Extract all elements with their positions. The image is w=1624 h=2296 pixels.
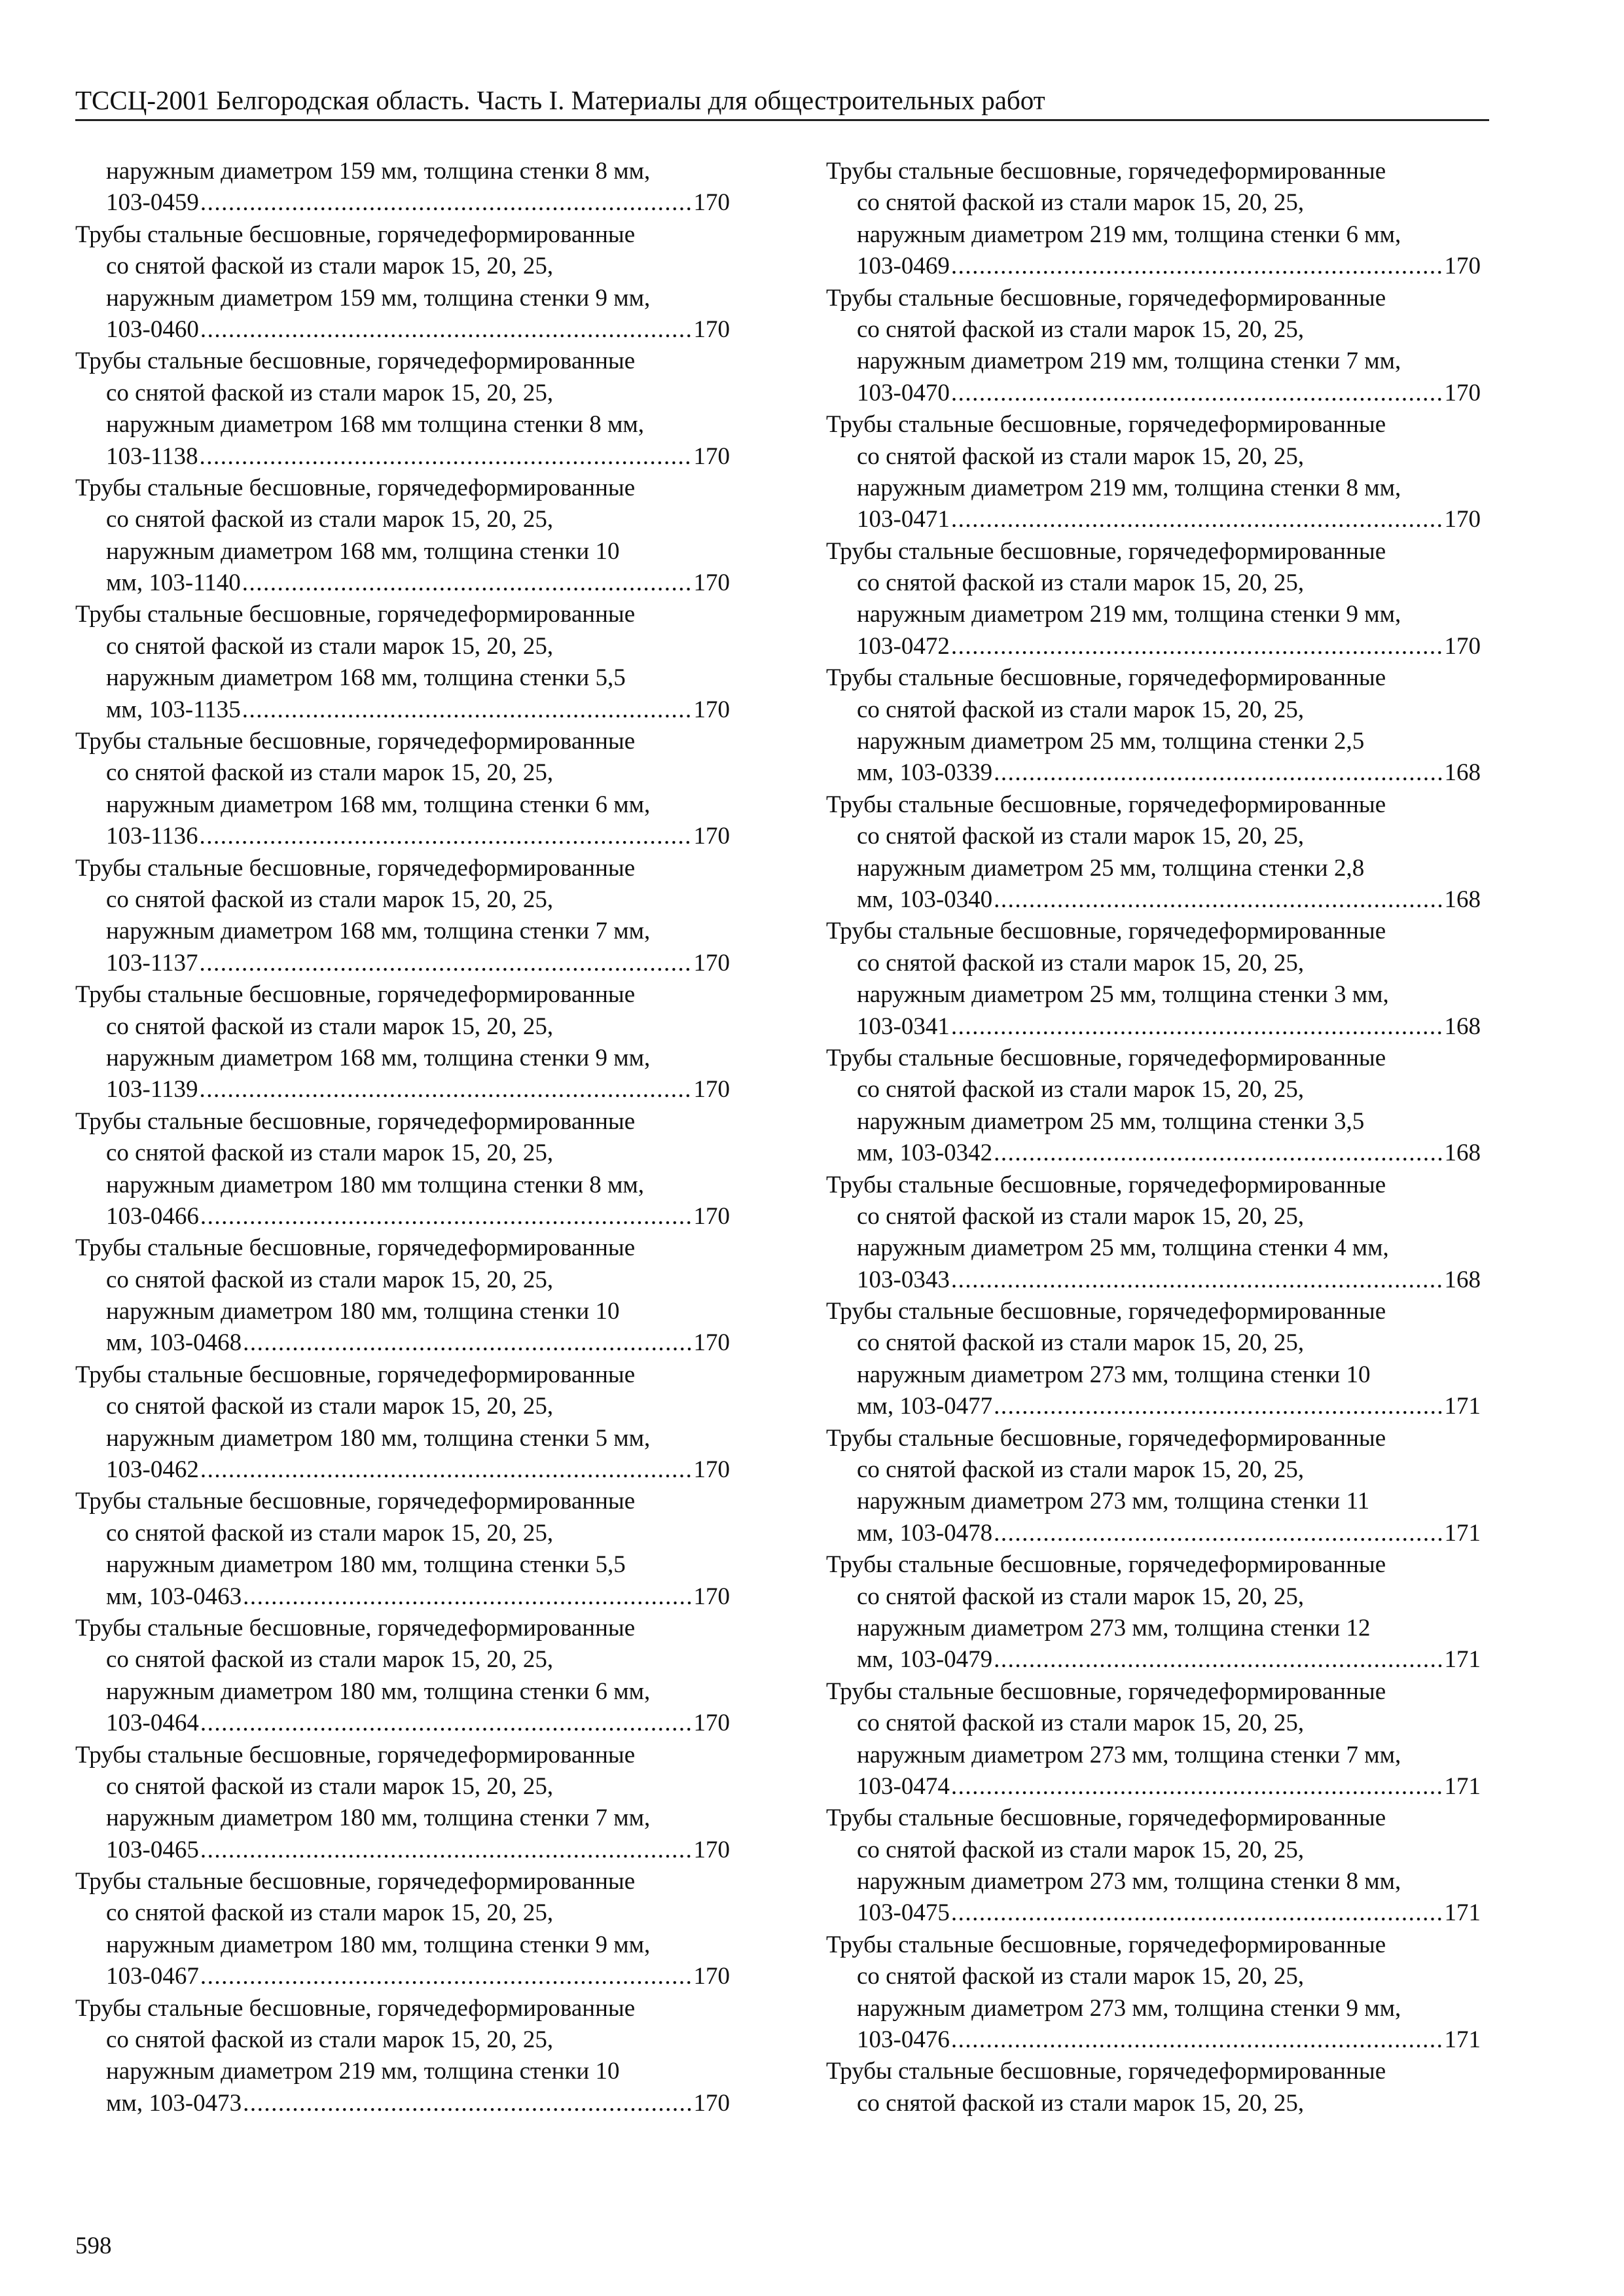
entry-code: 103-0466	[106, 1202, 199, 1230]
index-entry	[826, 1043, 1481, 1170]
entry-code: 103-0471	[857, 506, 950, 533]
entry-text-line: со снятой фаской из стали марок 15, 20, 25,	[857, 1836, 1305, 1863]
entry-text-line: со снятой фаской из стали марок 15, 20, 25,	[857, 1076, 1305, 1103]
entry-text-line: со снятой фаской из стали марок 15, 20, 25,	[106, 253, 554, 280]
entry-page-ref: 170	[693, 569, 730, 597]
entry-page-ref: 170	[693, 442, 730, 470]
entry-reference-line	[826, 1771, 1481, 1803]
entry-text-line: наружным диаметром 219 мм, толщина стенки 10	[106, 2058, 620, 2085]
entry-text-line: наружным диаметром 168 мм толщина стенки 8 мм,	[106, 411, 645, 439]
dot-leader	[951, 631, 1443, 662]
dot-leader	[951, 2024, 1443, 2056]
entry-text-line: Трубы стальные бесшовные, горячедеформированные	[826, 664, 1386, 692]
entry-page-ref: 170	[1444, 506, 1481, 533]
dot-leader	[199, 441, 692, 473]
index-entry	[826, 156, 1481, 283]
index-entry	[826, 1423, 1481, 1550]
entry-text-line: со снятой фаской из стали марок 15, 20, 25,	[857, 1329, 1305, 1357]
dot-leader	[243, 1327, 692, 1359]
dot-leader	[994, 1518, 1443, 1549]
entry-reference-line	[826, 1391, 1481, 1422]
index-column-left	[75, 156, 730, 2119]
entry-text-line: со снятой фаской из стали марок 15, 20, 25,	[857, 1710, 1305, 1737]
entry-page-ref: 170	[1444, 632, 1481, 660]
index-entry	[826, 409, 1481, 536]
entry-code: 103-0474	[857, 1772, 950, 1800]
entry-reference-line	[75, 567, 730, 599]
entry-text-line: Трубы стальные бесшовные, горячедеформированные	[826, 158, 1386, 185]
index-entry	[75, 473, 730, 600]
entry-text-line: со снятой фаской из стали марок 15, 20, 25,	[106, 632, 554, 660]
index-entry	[75, 726, 730, 853]
entry-text-line: наружным диаметром 219 мм, толщина стенки 6 мм,	[857, 221, 1401, 248]
entry-text-line: наружным диаметром 273 мм, толщина стенки 11	[857, 1488, 1370, 1515]
entry-page-ref: 170	[693, 1710, 730, 1737]
dot-leader	[951, 1265, 1443, 1296]
entry-text-line: со снятой фаской из стали марок 15, 20, 25,	[857, 315, 1305, 343]
index-entry	[826, 662, 1481, 789]
entry-text-line: Трубы стальные бесшовные, горячедеформированные	[75, 1614, 636, 1641]
entry-reference-line	[75, 1201, 730, 1232]
entry-text-line: со снятой фаской из стали марок 15, 20, 25,	[106, 1393, 554, 1420]
entry-reference-line	[75, 1835, 730, 1866]
index-entry	[826, 916, 1481, 1043]
dot-leader	[243, 1581, 692, 1613]
entry-text-line: Трубы стальные бесшовные, горячедеформированные	[826, 1044, 1386, 1071]
index-entry	[75, 1613, 730, 1740]
index-entry	[826, 1170, 1481, 1297]
dot-leader	[951, 1897, 1443, 1929]
entry-text-line: Трубы стальные бесшовные, горячедеформированные	[826, 918, 1386, 945]
dot-leader	[200, 1835, 693, 1866]
index-entry	[75, 599, 730, 726]
entry-page-ref: 168	[1444, 759, 1481, 787]
dot-leader	[951, 1771, 1443, 1803]
entry-text-line: со снятой фаской из стали марок 15, 20, 25,	[857, 949, 1305, 977]
entry-code: мм, 103-1135	[106, 696, 241, 723]
dot-leader	[994, 1138, 1443, 1169]
entry-page-ref: 170	[693, 823, 730, 850]
entry-code: 103-0462	[106, 1456, 199, 1484]
entry-text-line: со снятой фаской из стали марок 15, 20, 25,	[106, 379, 554, 406]
entry-text-line: Трубы стальные бесшовные, горячедеформированные	[826, 1551, 1386, 1579]
entry-text-line: наружным диаметром 25 мм, толщина стенки 2,8	[857, 854, 1365, 882]
entry-reference-line	[75, 821, 730, 852]
entry-page-ref: 171	[1444, 1646, 1481, 1674]
entry-code: мм, 103-0340	[857, 886, 993, 913]
entry-code: 103-0343	[857, 1266, 950, 1293]
entry-code: мм, 103-0473	[106, 2089, 242, 2117]
entry-reference-line	[75, 1961, 730, 1992]
entry-text-line: со снятой фаской из стали марок 15, 20, 25,	[857, 189, 1305, 217]
entry-text-line: Трубы стальные бесшовные, горячедеформированные	[826, 537, 1386, 565]
entry-code: мм, 103-0339	[857, 759, 993, 787]
entry-text-line: Трубы стальные бесшовные, горячедеформированные	[826, 1298, 1386, 1325]
entry-code: мм, 103-1140	[106, 569, 241, 597]
entry-text-line: наружным диаметром 168 мм, толщина стенки 9 мм,	[106, 1044, 651, 1071]
entry-text-line: Трубы стальные бесшовные, горячедеформированные	[75, 1994, 636, 2022]
entry-text-line: наружным диаметром 219 мм, толщина стенки 9 мм,	[857, 601, 1401, 628]
entry-reference-line	[826, 1518, 1481, 1549]
dot-leader	[994, 1644, 1443, 1676]
entry-page-ref: 170	[693, 949, 730, 977]
page-number: 598	[75, 2233, 112, 2259]
dot-leader	[951, 1011, 1443, 1043]
entry-text-line: Трубы стальные бесшовные, горячедеформированные	[75, 1741, 636, 1768]
entry-reference-line	[826, 378, 1481, 409]
entry-code: 103-1139	[106, 1076, 198, 1103]
entry-text-line: Трубы стальные бесшовные, горячедеформированные	[826, 1677, 1386, 1705]
dot-leader	[951, 378, 1443, 409]
entry-text-line: со снятой фаской из стали марок 15, 20, 25,	[857, 1202, 1305, 1230]
entry-page-ref: 170	[693, 1329, 730, 1357]
entry-text-line: со снятой фаской из стали марок 15, 20, 25,	[857, 696, 1305, 723]
entry-code: 103-0469	[857, 253, 950, 280]
entry-text-line: Трубы стальные бесшовные, горячедеформированные	[826, 284, 1386, 312]
entry-page-ref: 170	[693, 315, 730, 343]
entry-page-ref: 170	[1444, 379, 1481, 406]
entry-text-line: наружным диаметром 273 мм, толщина стенки 10	[857, 1361, 1371, 1388]
entry-text-line: со снятой фаской из стали марок 15, 20, 25,	[106, 506, 554, 533]
entry-text-line: Трубы стальные бесшовные, горячедеформированные	[826, 1171, 1386, 1198]
entry-text-line: Трубы стальные бесшовные, горячедеформированные	[75, 474, 636, 501]
entry-text-line: наружным диаметром 25 мм, толщина стенки 3 мм,	[857, 981, 1389, 1009]
entry-code: мм, 103-0477	[857, 1393, 993, 1420]
index-entry	[75, 1740, 730, 1867]
entry-reference-line	[75, 1708, 730, 1739]
entry-text-line: наружным диаметром 273 мм, толщина стенки 9 мм,	[857, 1994, 1401, 2022]
entry-text-line: со снятой фаской из стали марок 15, 20, 25,	[857, 1456, 1305, 1484]
entry-text-line: Трубы стальные бесшовные, горячедеформированные	[826, 1931, 1386, 1958]
entry-reference-line	[75, 1454, 730, 1486]
dot-leader	[200, 1708, 693, 1739]
entry-reference-line	[826, 757, 1481, 789]
entry-text-line: наружным диаметром 219 мм, толщина стенки 8 мм,	[857, 474, 1401, 501]
dot-leader	[994, 1391, 1443, 1422]
index-entry	[75, 346, 730, 473]
entry-page-ref: 170	[693, 1583, 730, 1610]
dot-leader	[243, 2088, 692, 2119]
entry-text-line: наружным диаметром 25 мм, толщина стенки 4 мм,	[857, 1234, 1389, 1262]
entry-text-line: со снятой фаской из стали марок 15, 20, 25,	[106, 1139, 554, 1167]
entry-text-line: наружным диаметром 180 мм, толщина стенки 7 мм,	[106, 1804, 651, 1832]
entry-reference-line	[826, 504, 1481, 535]
entry-code: 103-0464	[106, 1710, 199, 1737]
entry-text-line: со снятой фаской из стали марок 15, 20, 25,	[857, 1583, 1305, 1610]
entry-text-line: наружным диаметром 168 мм, толщина стенки 10	[106, 537, 620, 565]
entry-text-line: Трубы стальные бесшовные, горячедеформированные	[826, 1804, 1386, 1832]
entry-code: мм, 103-0463	[106, 1583, 242, 1610]
entry-page-ref: 171	[1444, 1519, 1481, 1547]
entry-text-line: со снятой фаской из стали марок 15, 20, 25,	[857, 823, 1305, 850]
entry-text-line: со снятой фаской из стали марок 15, 20, 25,	[106, 2026, 554, 2054]
entry-text-line: наружным диаметром 159 мм, толщина стенки 8 мм,	[106, 158, 651, 185]
entry-text-line: Трубы стальные бесшовные, горячедеформированные	[75, 1488, 636, 1515]
entry-text-line: со снятой фаской из стали марок 15, 20, 25,	[106, 1646, 554, 1674]
entry-reference-line	[75, 187, 730, 219]
entry-text-line: со снятой фаской из стали марок 15, 20, 25,	[106, 1013, 554, 1040]
entry-code: 103-1138	[106, 442, 198, 470]
entry-text-line: со снятой фаской из стали марок 15, 20, 25,	[106, 1772, 554, 1800]
entry-code: мм, 103-0468	[106, 1329, 242, 1357]
index-entry	[826, 1296, 1481, 1423]
dot-leader	[951, 251, 1443, 282]
dot-leader	[199, 1074, 692, 1105]
index-entry	[826, 1803, 1481, 1929]
entry-reference-line	[826, 2024, 1481, 2056]
entry-text-line: со снятой фаской из стали марок 15, 20, 25,	[106, 759, 554, 787]
entry-page-ref: 171	[1444, 1393, 1481, 1420]
entry-text-line: Трубы стальные бесшовные, горячедеформированные	[75, 1107, 636, 1135]
entry-page-ref: 170	[693, 2089, 730, 2117]
entry-text-line: наружным диаметром 180 мм, толщина стенки 10	[106, 1298, 620, 1325]
entry-code: 103-0467	[106, 1963, 199, 1990]
entry-text-line: со снятой фаской из стали марок 15, 20, 25,	[106, 1899, 554, 1927]
entry-text-line: наружным диаметром 25 мм, толщина стенки 2,5	[857, 728, 1365, 755]
entry-code: 103-1137	[106, 949, 198, 977]
entry-page-ref: 170	[693, 1202, 730, 1230]
index-entry	[826, 2056, 1481, 2119]
entry-code: 103-0459	[106, 189, 199, 217]
index-entry	[75, 219, 730, 346]
entry-text-line: наружным диаметром 180 мм, толщина стенки 5 мм,	[106, 1424, 651, 1452]
entry-page-ref: 170	[693, 1456, 730, 1484]
dot-leader	[242, 567, 693, 599]
entry-text-line: со снятой фаской из стали марок 15, 20, 25,	[106, 1519, 554, 1547]
entry-text-line: Трубы стальные бесшовные, горячедеформированные	[75, 1361, 636, 1388]
entry-code: мм, 103-0342	[857, 1139, 993, 1167]
entry-text-line: Трубы стальные бесшовные, горячедеформированные	[75, 348, 636, 375]
entry-text-line: Трубы стальные бесшовные, горячедеформированные	[75, 221, 636, 248]
entry-text-line: Трубы стальные бесшовные, горячедеформированные	[75, 854, 636, 882]
entry-text-line: со снятой фаской из стали марок 15, 20, 25,	[106, 1266, 554, 1293]
index-entry	[75, 853, 730, 980]
entry-text-line: Трубы стальные бесшовные, горячедеформированные	[826, 791, 1386, 818]
entry-text-line: со снятой фаской из стали марок 15, 20, 25,	[857, 569, 1305, 597]
entry-page-ref: 168	[1444, 1266, 1481, 1293]
entry-reference-line	[826, 631, 1481, 662]
dot-leader	[994, 757, 1443, 789]
entry-reference-line	[826, 1897, 1481, 1929]
entry-text-line: наружным диаметром 168 мм, толщина стенки 7 мм,	[106, 918, 651, 945]
entry-page-ref: 168	[1444, 1139, 1481, 1167]
entry-page-ref: 170	[693, 1836, 730, 1863]
entry-reference-line	[826, 1138, 1481, 1169]
entry-reference-line	[826, 1265, 1481, 1296]
entry-text-line: Трубы стальные бесшовные, горячедеформированные	[826, 1424, 1386, 1452]
entry-text-line: Трубы стальные бесшовные, горячедеформированные	[826, 2058, 1386, 2085]
index-entry	[826, 789, 1481, 916]
entry-text-line: наружным диаметром 273 мм, толщина стенки 8 мм,	[857, 1868, 1401, 1895]
entry-code: 103-0460	[106, 315, 199, 343]
entry-code: мм, 103-0478	[857, 1519, 993, 1547]
entry-reference-line	[826, 884, 1481, 916]
entry-text-line: наружным диаметром 273 мм, толщина стенки 12	[857, 1614, 1371, 1641]
index-entry	[75, 1993, 730, 2120]
index-entry	[75, 979, 730, 1106]
index-entry	[826, 1929, 1481, 2056]
index-entry	[75, 156, 730, 219]
index-column-right	[826, 156, 1481, 2119]
entry-page-ref: 170	[693, 696, 730, 723]
entry-text-line: наружным диаметром 25 мм, толщина стенки 3,5	[857, 1107, 1365, 1135]
entry-reference-line	[75, 1074, 730, 1105]
entry-page-ref: 170	[693, 1963, 730, 1990]
entry-text-line: наружным диаметром 159 мм, толщина стенки 9 мм,	[106, 284, 651, 312]
entry-code: 103-0476	[857, 2026, 950, 2054]
entry-text-line: наружным диаметром 180 мм, толщина стенки 5,5	[106, 1551, 626, 1579]
dot-leader	[200, 187, 693, 219]
dot-leader	[199, 821, 692, 852]
dot-leader	[200, 1454, 693, 1486]
entry-text-line: наружным диаметром 273 мм, толщина стенки 7 мм,	[857, 1741, 1401, 1768]
entry-text-line: наружным диаметром 180 мм толщина стенки 8 мм,	[106, 1171, 645, 1198]
entry-text-line: Трубы стальные бесшовные, горячедеформированные	[75, 728, 636, 755]
entry-page-ref: 170	[693, 1076, 730, 1103]
index-entry	[75, 1866, 730, 1993]
index-entry	[826, 1676, 1481, 1803]
entry-reference-line	[75, 441, 730, 473]
index-entry	[826, 1549, 1481, 1676]
entry-text-line: со снятой фаской из стали марок 15, 20, 25,	[857, 2089, 1305, 2117]
dot-leader	[994, 884, 1443, 916]
dot-leader	[200, 1201, 693, 1232]
entry-text-line: наружным диаметром 168 мм, толщина стенки 5,5	[106, 664, 626, 692]
entry-reference-line	[826, 251, 1481, 282]
running-header: ТССЦ-2001 Белгородская область. Часть I. Материалы для общестроительных работ	[75, 84, 1489, 121]
index-entry	[826, 536, 1481, 663]
entry-text-line: наружным диаметром 180 мм, толщина стенки 9 мм,	[106, 1931, 651, 1958]
index-entry	[826, 283, 1481, 410]
entry-page-ref: 170	[1444, 253, 1481, 280]
index-entry	[75, 1486, 730, 1613]
entry-code: 103-0475	[857, 1899, 950, 1927]
entry-code: 103-0472	[857, 632, 950, 660]
entry-reference-line	[826, 1011, 1481, 1043]
entry-reference-line	[75, 948, 730, 979]
entry-reference-line	[75, 1581, 730, 1613]
entry-text-line: Трубы стальные бесшовные, горячедеформированные	[826, 411, 1386, 439]
entry-text-line: со снятой фаской из стали марок 15, 20, 25,	[106, 886, 554, 913]
dot-leader	[951, 504, 1443, 535]
entry-code: 103-0341	[857, 1013, 950, 1040]
entry-page-ref: 168	[1444, 886, 1481, 913]
entry-page-ref: 170	[693, 189, 730, 217]
entry-code: 103-1136	[106, 823, 198, 850]
entry-text-line: наружным диаметром 168 мм, толщина стенки 6 мм,	[106, 791, 651, 818]
dot-leader	[199, 948, 692, 979]
entry-reference-line	[75, 2088, 730, 2119]
entry-text-line: наружным диаметром 219 мм, толщина стенки 7 мм,	[857, 348, 1401, 375]
index-entry	[75, 1359, 730, 1486]
entry-reference-line	[826, 1644, 1481, 1676]
entry-text-line: Трубы стальные бесшовные, горячедеформированные	[75, 1868, 636, 1895]
index-entry	[75, 1106, 730, 1233]
index-entry	[75, 1232, 730, 1359]
entry-page-ref: 171	[1444, 2026, 1481, 2054]
entry-reference-line	[75, 314, 730, 346]
entry-reference-line	[75, 1327, 730, 1359]
entry-page-ref: 171	[1444, 1899, 1481, 1927]
dot-leader	[242, 694, 693, 726]
entry-text-line: Трубы стальные бесшовные, горячедеформированные	[75, 981, 636, 1009]
dot-leader	[200, 314, 693, 346]
entry-code: 103-0465	[106, 1836, 199, 1863]
entry-reference-line	[75, 694, 730, 726]
entry-page-ref: 171	[1444, 1772, 1481, 1800]
entry-text-line: наружным диаметром 180 мм, толщина стенки 6 мм,	[106, 1677, 651, 1705]
entry-text-line: Трубы стальные бесшовные, горячедеформированные	[75, 1234, 636, 1262]
entry-code: мм, 103-0479	[857, 1646, 993, 1674]
entry-text-line: Трубы стальные бесшовные, горячедеформированные	[75, 601, 636, 628]
entry-code: 103-0470	[857, 379, 950, 406]
dot-leader	[200, 1961, 693, 1992]
entry-text-line: со снятой фаской из стали марок 15, 20, 25,	[857, 1963, 1305, 1990]
entry-page-ref: 168	[1444, 1013, 1481, 1040]
entry-text-line: со снятой фаской из стали марок 15, 20, 25,	[857, 442, 1305, 470]
